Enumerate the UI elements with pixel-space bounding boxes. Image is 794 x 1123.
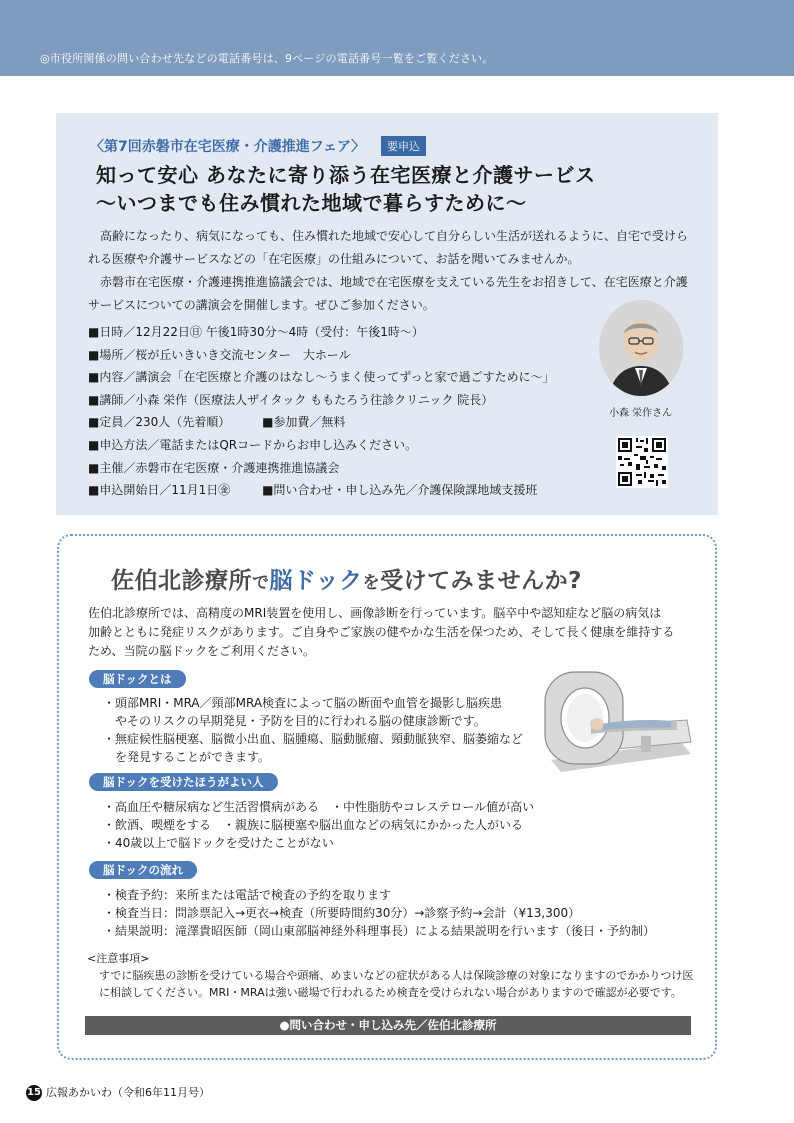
brain-dock-section	[57, 534, 717, 1060]
notes-block	[87, 950, 697, 1001]
list-item: を発見することができます。	[115, 750, 271, 764]
lead-line: ため、当院の脳ドックをご利用ください。	[88, 644, 316, 658]
detail-apply-row	[88, 479, 608, 502]
detail-apply-start: ■申込開始日／11月1日㊎	[88, 483, 231, 498]
phone-notice: ◎市役所関係の問い合わせ先などの電話番号は、9ページの電話番号一覧をご覧ください。	[40, 52, 494, 65]
detail-capacity-row	[88, 411, 608, 434]
headline-question: 受けてみませんか?	[380, 568, 582, 594]
reservation-required-badge: 要申込	[381, 136, 426, 156]
fair-details	[88, 321, 608, 502]
list-item: ・検査当日：問診票記入→更衣→検査（所要時間約30分）→診察予約→会計（¥13,300）	[103, 906, 581, 920]
headline-clinic: 佐伯北診療所	[111, 568, 252, 594]
list-item: やそのリスクの早期発見・予防を目的に行われる脳の健康診断です。	[115, 714, 486, 728]
list-item: ・無症候性脳梗塞、脳微小出血、脳腫瘍、脳動脈瘤、頸動脈狭窄、脳萎縮など	[103, 732, 524, 746]
notes-heading: <注意事項>	[87, 952, 150, 965]
lead-line: 佐伯北診療所では、高精度のMRI装置を使用し、画像診断を行っています。脳卒中や認知症など脳の病気は	[88, 606, 662, 620]
headline-brain-dock: 脳ドック	[269, 568, 363, 594]
fair-subtitle: 〜いつまでも住み慣れた地域で暮らすために〜	[96, 191, 527, 215]
fair-intro-paragraph: 高齢になったり、病気になっても、住み慣れた地域で安心して自分らしい生活が送れるように、自宅で受けられる医療や介護サービスなどの「在宅医療」の仕組みについて、お話を聞いてみませんか。	[88, 229, 689, 266]
portrait-caption: 小森 栄作さん	[609, 408, 673, 419]
detail-datetime: ■日時／12月22日㊐ 午後1時30分〜4時（受付：午後1時〜）	[88, 325, 424, 339]
detail-lecturer: ■講師／小森 栄作（医療法人ザイタック ももたろう往診クリニック 院長）	[88, 392, 494, 407]
list-item: ・飲酒、喫煙をする ・親族に脳梗塞や脳出血などの病気にかかった人がいる	[103, 818, 524, 832]
who-should-list	[103, 798, 534, 852]
notes-line: すでに脳疾患の診断を受けている場合や頭痛、めまいなどの症状がある人は保険診療の対象になりますのでかかりつけ医	[99, 969, 694, 982]
what-is-brain-dock-heading: 脳ドックとは	[89, 670, 186, 688]
fair-intro-paragraph: 赤磐市在宅医療・介護連携推進協議会では、地域で在宅医療を支えている先生をお招きして、在宅医療と介護サービスについての講演会を開催します。ぜひご参加ください。	[88, 275, 688, 312]
page-footer	[26, 1084, 210, 1101]
notes-line: に相談してください。MRI・MRAは強い磁場で行われるため検査を受けられない場合がありますので確認が必要です。	[99, 986, 682, 999]
flow-heading: 脳ドックの流れ	[89, 861, 197, 879]
detail-capacity: ■定員／230人（先着順）	[88, 415, 231, 430]
detail-content: ■内容／講演会「在宅医療と介護のはなし〜うまく使ってずっと家で過ごすために〜」	[88, 370, 555, 385]
detail-contact: ■問い合わせ・申し込み先／介護保険課地域支援班	[262, 483, 538, 498]
page-number: 15	[26, 1085, 42, 1101]
list-item: ・結果説明：滝澤貴昭医師（岡山東部脳神経外科理事長）による結果説明を行います（後日・予約制）	[103, 924, 656, 938]
list-item: ・40歳以上で脳ドックを受けたことがない	[103, 836, 334, 850]
detail-fee: ■参加費／無料	[262, 415, 346, 430]
detail-apply-method: ■申込方法／電話またはQRコードからお申し込みください。	[88, 437, 418, 452]
detail-venue: ■場所／桜が丘いきいき交流センター 大ホール	[88, 347, 351, 362]
brain-dock-headline	[111, 562, 582, 595]
fair-section	[56, 113, 718, 515]
list-item: ・高血圧や糖尿病など生活習慣病がある ・中性脂肪やコレステロール値が高い	[103, 800, 535, 814]
fair-title: 知って安心 あなたに寄り添う在宅医療と介護サービス	[96, 163, 596, 187]
mri-scanner-icon	[531, 664, 697, 774]
flow-list	[103, 886, 655, 940]
detail-organizer: ■主催／赤磐市在宅医療・介護連携推進協議会	[88, 460, 340, 475]
brain-dock-lead	[88, 604, 692, 661]
publication-name: 広報あかいわ（令和6年11月号）	[46, 1086, 210, 1099]
lead-line: 加齢とともに発症リスクがあります。ご自身やご家族の健やかな生活を保つため、そして長く健康を維持する	[88, 625, 675, 639]
list-item: ・頭部MRI・MRA／頸部MRA検査によって脳の断面や血管を撮影し脳疾患	[103, 696, 503, 710]
qr-code-icon[interactable]	[616, 436, 668, 488]
headline-particle: で	[252, 573, 270, 593]
doctor-portrait-icon	[599, 300, 683, 396]
fair-series-label: 〈第7回赤磐市在宅医療・介護推進フェア〉	[90, 139, 366, 155]
who-should-heading: 脳ドックを受けたほうがよい人	[89, 773, 278, 791]
header-band	[0, 0, 794, 76]
headline-particle: を	[362, 573, 381, 593]
list-item: ・検査予約：来所または電話で検査の予約を取ります	[103, 888, 392, 902]
what-is-list	[103, 694, 523, 766]
clinic-contact-bar: ●問い合わせ・申し込み先／佐伯北診療所	[85, 1016, 691, 1035]
fair-intro	[88, 225, 694, 317]
